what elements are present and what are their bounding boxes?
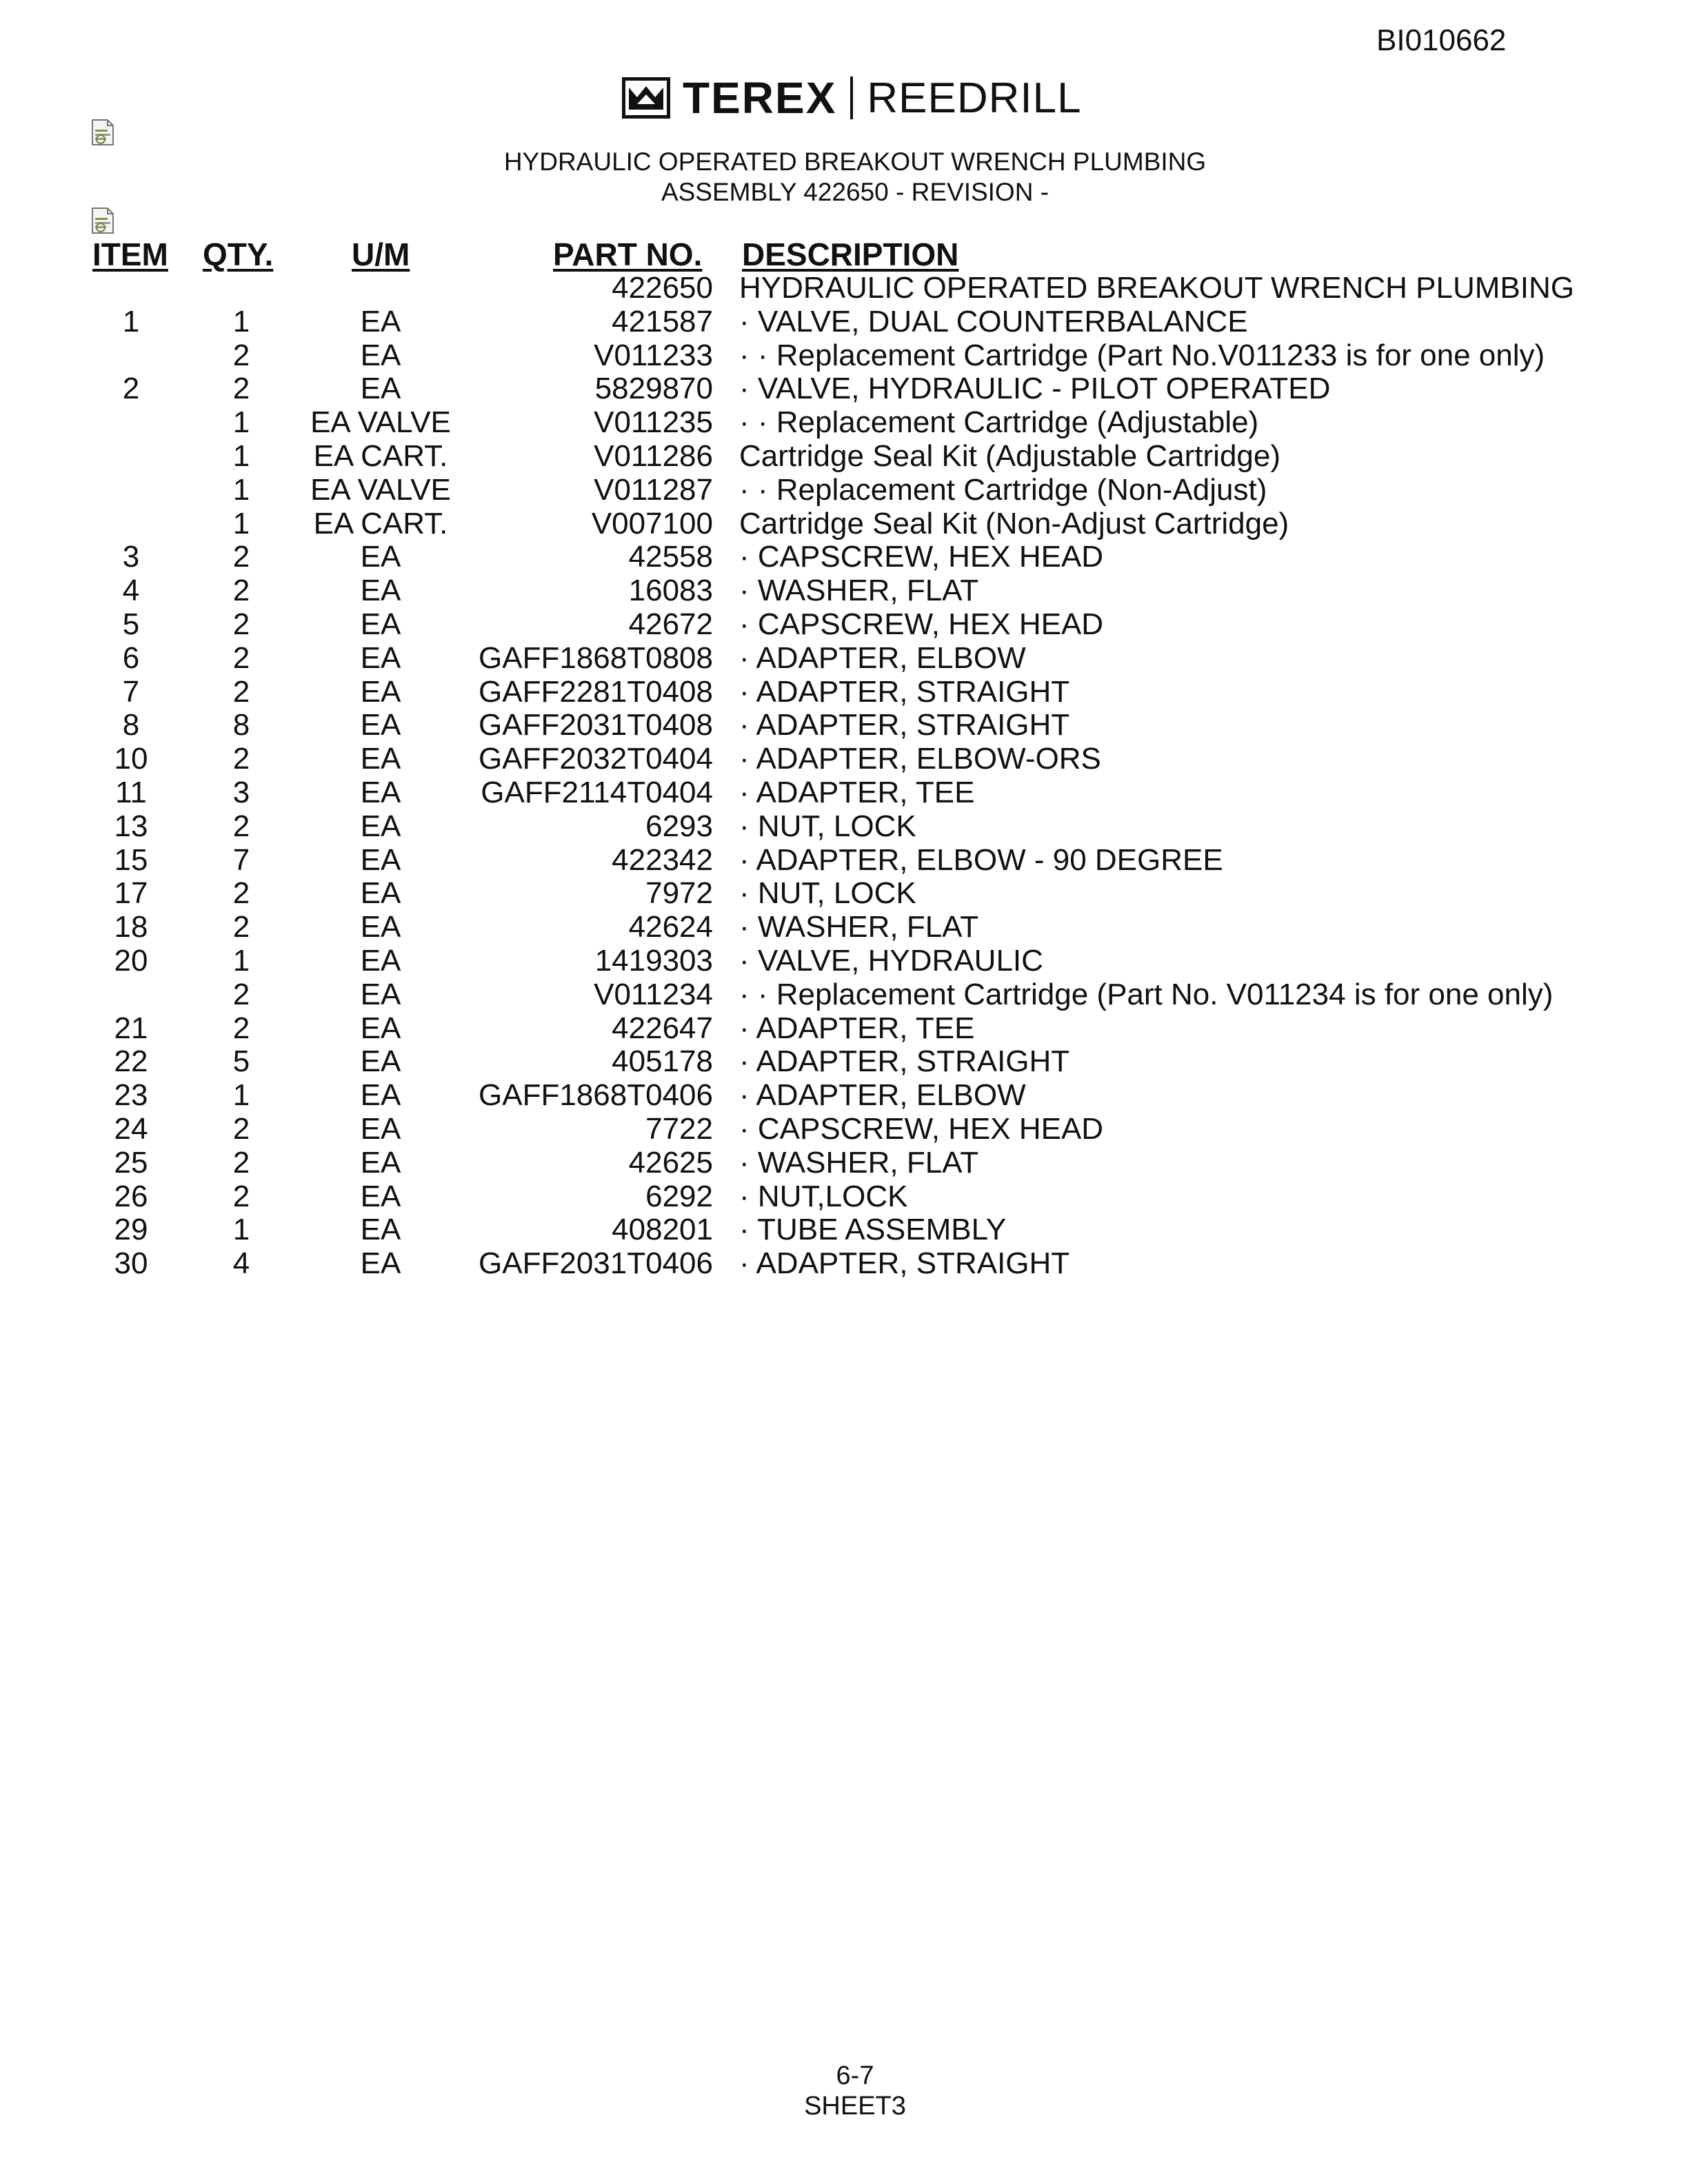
part-number: 6293 (645, 809, 713, 843)
quantity: 2 (232, 910, 250, 944)
item-number: 29 (114, 1213, 148, 1247)
quantity: 2 (232, 640, 250, 675)
part-number: V011235 (594, 405, 713, 440)
parts-row (0, 911, 1688, 944)
part-number: V011287 (594, 472, 713, 507)
unit-of-measure: EA (360, 1145, 401, 1180)
part-number: 408201 (612, 1213, 713, 1247)
parts-row (0, 305, 1688, 339)
part-number: 1419303 (594, 943, 713, 978)
unit-of-measure: EA (360, 876, 401, 911)
item-number: 15 (114, 842, 148, 877)
sheet-label: SHEET3 (804, 2092, 906, 2121)
parts-row (0, 742, 1688, 776)
part-number: GAFF1868T0406 (479, 1078, 713, 1113)
quantity: 2 (232, 1179, 250, 1213)
quantity: 7 (232, 842, 250, 877)
parts-row (0, 978, 1688, 1012)
part-number: 7722 (645, 1111, 713, 1146)
item-number: 7 (122, 674, 140, 709)
part-number: V007100 (591, 506, 713, 540)
part-number: 421587 (612, 304, 713, 338)
assembly-revision: ASSEMBLY 422650 - REVISION - (661, 178, 1049, 206)
unit-of-measure: EA CART. (313, 438, 448, 473)
unit-of-measure: EA VALVE (310, 472, 451, 507)
parts-row (0, 709, 1688, 742)
column-header-qty: QTY. (203, 236, 274, 272)
unit-of-measure: EA (360, 338, 401, 372)
description: · ADAPTER, STRAIGHT (739, 674, 1070, 709)
parts-row (0, 877, 1688, 911)
parts-row (0, 944, 1688, 978)
parts-row (0, 440, 1688, 474)
document-id: BI010662 (1376, 23, 1507, 57)
part-number: 42624 (628, 910, 713, 944)
part-number: GAFF2031T0408 (479, 708, 713, 742)
sub-brand-name: REEDRILL (867, 74, 1082, 122)
part-number: 42558 (628, 540, 713, 574)
part-number: 422342 (612, 842, 713, 877)
part-number: 405178 (612, 1044, 713, 1079)
description: · ADAPTER, STRAIGHT (739, 1246, 1070, 1281)
parts-row (0, 1012, 1688, 1046)
column-header-um: U/M (352, 236, 410, 272)
part-number: 422647 (612, 1011, 713, 1045)
description: · · Replacement Cartridge (Non-Adjust) (739, 472, 1267, 507)
parts-row (0, 574, 1688, 608)
part-number: GAFF2032T0404 (479, 742, 713, 776)
terex-reedrill-logo (622, 74, 1082, 121)
description: · VALVE, DUAL COUNTERBALANCE (739, 304, 1248, 338)
quantity: 2 (232, 674, 250, 709)
parts-row (0, 540, 1688, 574)
quantity: 2 (232, 1111, 250, 1146)
quantity: 2 (232, 574, 250, 608)
quantity: 2 (232, 1011, 250, 1045)
unit-of-measure: EA (360, 1011, 401, 1045)
part-number: 422650 (612, 271, 713, 305)
terex-crown-icon (622, 77, 670, 119)
document-link-icon[interactable] (91, 119, 114, 146)
parts-row (0, 776, 1688, 810)
quantity: 2 (232, 540, 250, 574)
unit-of-measure: EA (360, 540, 401, 574)
quantity: 1 (232, 506, 250, 540)
item-number: 26 (114, 1179, 148, 1213)
description: · ADAPTER, TEE (739, 1011, 975, 1045)
description: · ADAPTER, ELBOW (739, 1078, 1026, 1113)
unit-of-measure: EA (360, 943, 401, 978)
description: · VALVE, HYDRAULIC - PILOT OPERATED (739, 372, 1331, 406)
unit-of-measure: EA (360, 674, 401, 709)
part-number: 6292 (645, 1179, 713, 1213)
part-number: V011233 (594, 338, 713, 372)
description: HYDRAULIC OPERATED BREAKOUT WRENCH PLUMBING (739, 271, 1574, 305)
parts-row (0, 844, 1688, 878)
unit-of-measure: EA (360, 1213, 401, 1247)
parts-row (0, 1247, 1688, 1281)
quantity: 8 (232, 708, 250, 742)
item-number: 2 (122, 372, 140, 406)
description: · TUBE ASSEMBLY (739, 1213, 1007, 1247)
item-number: 24 (114, 1111, 148, 1146)
item-number: 23 (114, 1078, 148, 1113)
parts-row (0, 507, 1688, 541)
item-number: 1 (122, 304, 140, 338)
item-number: 17 (114, 876, 148, 911)
quantity: 1 (232, 472, 250, 507)
unit-of-measure: EA (360, 607, 401, 641)
quantity: 1 (232, 1078, 250, 1113)
item-number: 13 (114, 809, 148, 843)
unit-of-measure: EA (360, 708, 401, 742)
quantity: 2 (232, 1145, 250, 1180)
unit-of-measure: EA (360, 809, 401, 843)
part-number: 42625 (628, 1145, 713, 1180)
column-header-part-no: PART NO. (553, 236, 703, 272)
column-header-description: DESCRIPTION (742, 236, 959, 272)
unit-of-measure: EA (360, 1246, 401, 1281)
parts-row (0, 272, 1688, 305)
unit-of-measure: EA (360, 1078, 401, 1113)
description: · NUT, LOCK (739, 876, 916, 911)
part-number: 42672 (628, 607, 713, 641)
item-number: 25 (114, 1145, 148, 1180)
unit-of-measure: EA (360, 372, 401, 406)
quantity: 1 (232, 304, 250, 338)
unit-of-measure: EA (360, 977, 401, 1011)
unit-of-measure: EA (360, 304, 401, 338)
parts-row (0, 1045, 1688, 1079)
quantity: 3 (232, 775, 250, 809)
part-number: 5829870 (594, 372, 713, 406)
description: · ADAPTER, STRAIGHT (739, 1044, 1070, 1079)
parts-row (0, 642, 1688, 676)
parts-list (0, 272, 1688, 1281)
description: · WASHER, FLAT (739, 1145, 979, 1180)
parts-row (0, 339, 1688, 373)
part-number: GAFF2114T0404 (481, 775, 713, 809)
page-number: 6-7 (836, 2061, 874, 2090)
parts-row (0, 372, 1688, 406)
quantity: 1 (232, 438, 250, 473)
column-header-item: ITEM (92, 236, 168, 272)
unit-of-measure: EA VALVE (310, 405, 451, 440)
parts-row (0, 406, 1688, 440)
description: · · Replacement Cartridge (Adjustable) (739, 405, 1259, 440)
description: · CAPSCREW, HEX HEAD (739, 1111, 1104, 1146)
unit-of-measure: EA (360, 1044, 401, 1079)
item-number: 10 (114, 742, 148, 776)
unit-of-measure: EA (360, 1111, 401, 1146)
part-number: V011286 (594, 438, 713, 473)
item-number: 30 (114, 1246, 148, 1281)
parts-row (0, 1213, 1688, 1247)
quantity: 2 (232, 876, 250, 911)
quantity: 2 (232, 338, 250, 372)
quantity: 4 (232, 1246, 250, 1281)
description: Cartridge Seal Kit (Non-Adjust Cartridge) (739, 506, 1289, 540)
item-number: 3 (122, 540, 140, 574)
unit-of-measure: EA (360, 775, 401, 809)
item-number: 21 (114, 1011, 148, 1045)
document-link-icon[interactable] (91, 207, 114, 234)
unit-of-measure: EA (360, 842, 401, 877)
parts-row (0, 810, 1688, 844)
parts-row (0, 474, 1688, 507)
unit-of-measure: EA (360, 910, 401, 944)
item-number: 18 (114, 910, 148, 944)
item-number: 22 (114, 1044, 148, 1079)
logo-divider (850, 77, 853, 119)
item-number: 5 (122, 607, 140, 641)
description: · WASHER, FLAT (739, 574, 979, 608)
unit-of-measure: EA (360, 1179, 401, 1213)
description: · ADAPTER, ELBOW - 90 DEGREE (739, 842, 1223, 877)
description: · NUT,LOCK (739, 1179, 908, 1213)
description: · ADAPTER, ELBOW-ORS (739, 742, 1101, 776)
item-number: 4 (122, 574, 140, 608)
quantity: 5 (232, 1044, 250, 1079)
unit-of-measure: EA CART. (313, 506, 448, 540)
part-number: GAFF1868T0808 (479, 640, 713, 675)
part-number: GAFF2031T0406 (479, 1246, 713, 1281)
part-number: 16083 (628, 574, 713, 608)
quantity: 1 (232, 1213, 250, 1247)
parts-row (0, 608, 1688, 642)
description: · ADAPTER, STRAIGHT (739, 708, 1070, 742)
parts-row (0, 676, 1688, 709)
quantity: 2 (232, 742, 250, 776)
parts-row (0, 1146, 1688, 1180)
unit-of-measure: EA (360, 574, 401, 608)
assembly-title: HYDRAULIC OPERATED BREAKOUT WRENCH PLUMBING (503, 148, 1207, 176)
description: Cartridge Seal Kit (Adjustable Cartridge) (739, 438, 1281, 473)
description: · CAPSCREW, HEX HEAD (739, 540, 1104, 574)
parts-row (0, 1079, 1688, 1113)
item-number: 11 (115, 775, 147, 809)
description: · CAPSCREW, HEX HEAD (739, 607, 1104, 641)
quantity: 2 (232, 607, 250, 641)
quantity: 1 (232, 943, 250, 978)
part-number: GAFF2281T0408 (479, 674, 713, 709)
description: · · Replacement Cartridge (Part No. V011234 is for one only) (739, 977, 1554, 1011)
part-number: 7972 (645, 876, 713, 911)
quantity: 2 (232, 372, 250, 406)
item-number: 8 (122, 708, 140, 742)
unit-of-measure: EA (360, 742, 401, 776)
description: · · Replacement Cartridge (Part No.V011233 is for one only) (739, 338, 1545, 372)
quantity: 1 (232, 405, 250, 440)
description: · WASHER, FLAT (739, 910, 979, 944)
description: · ADAPTER, ELBOW (739, 640, 1026, 675)
part-number: V011234 (594, 977, 713, 1011)
parts-row (0, 1180, 1688, 1214)
quantity: 2 (232, 977, 250, 1011)
description: · VALVE, HYDRAULIC (739, 943, 1043, 978)
quantity: 2 (232, 809, 250, 843)
description: · ADAPTER, TEE (739, 775, 975, 809)
brand-name: TEREX (683, 73, 837, 123)
description: · NUT, LOCK (739, 809, 916, 843)
item-number: 6 (122, 640, 140, 675)
parts-row (0, 1113, 1688, 1146)
item-number: 20 (114, 943, 148, 978)
unit-of-measure: EA (360, 640, 401, 675)
